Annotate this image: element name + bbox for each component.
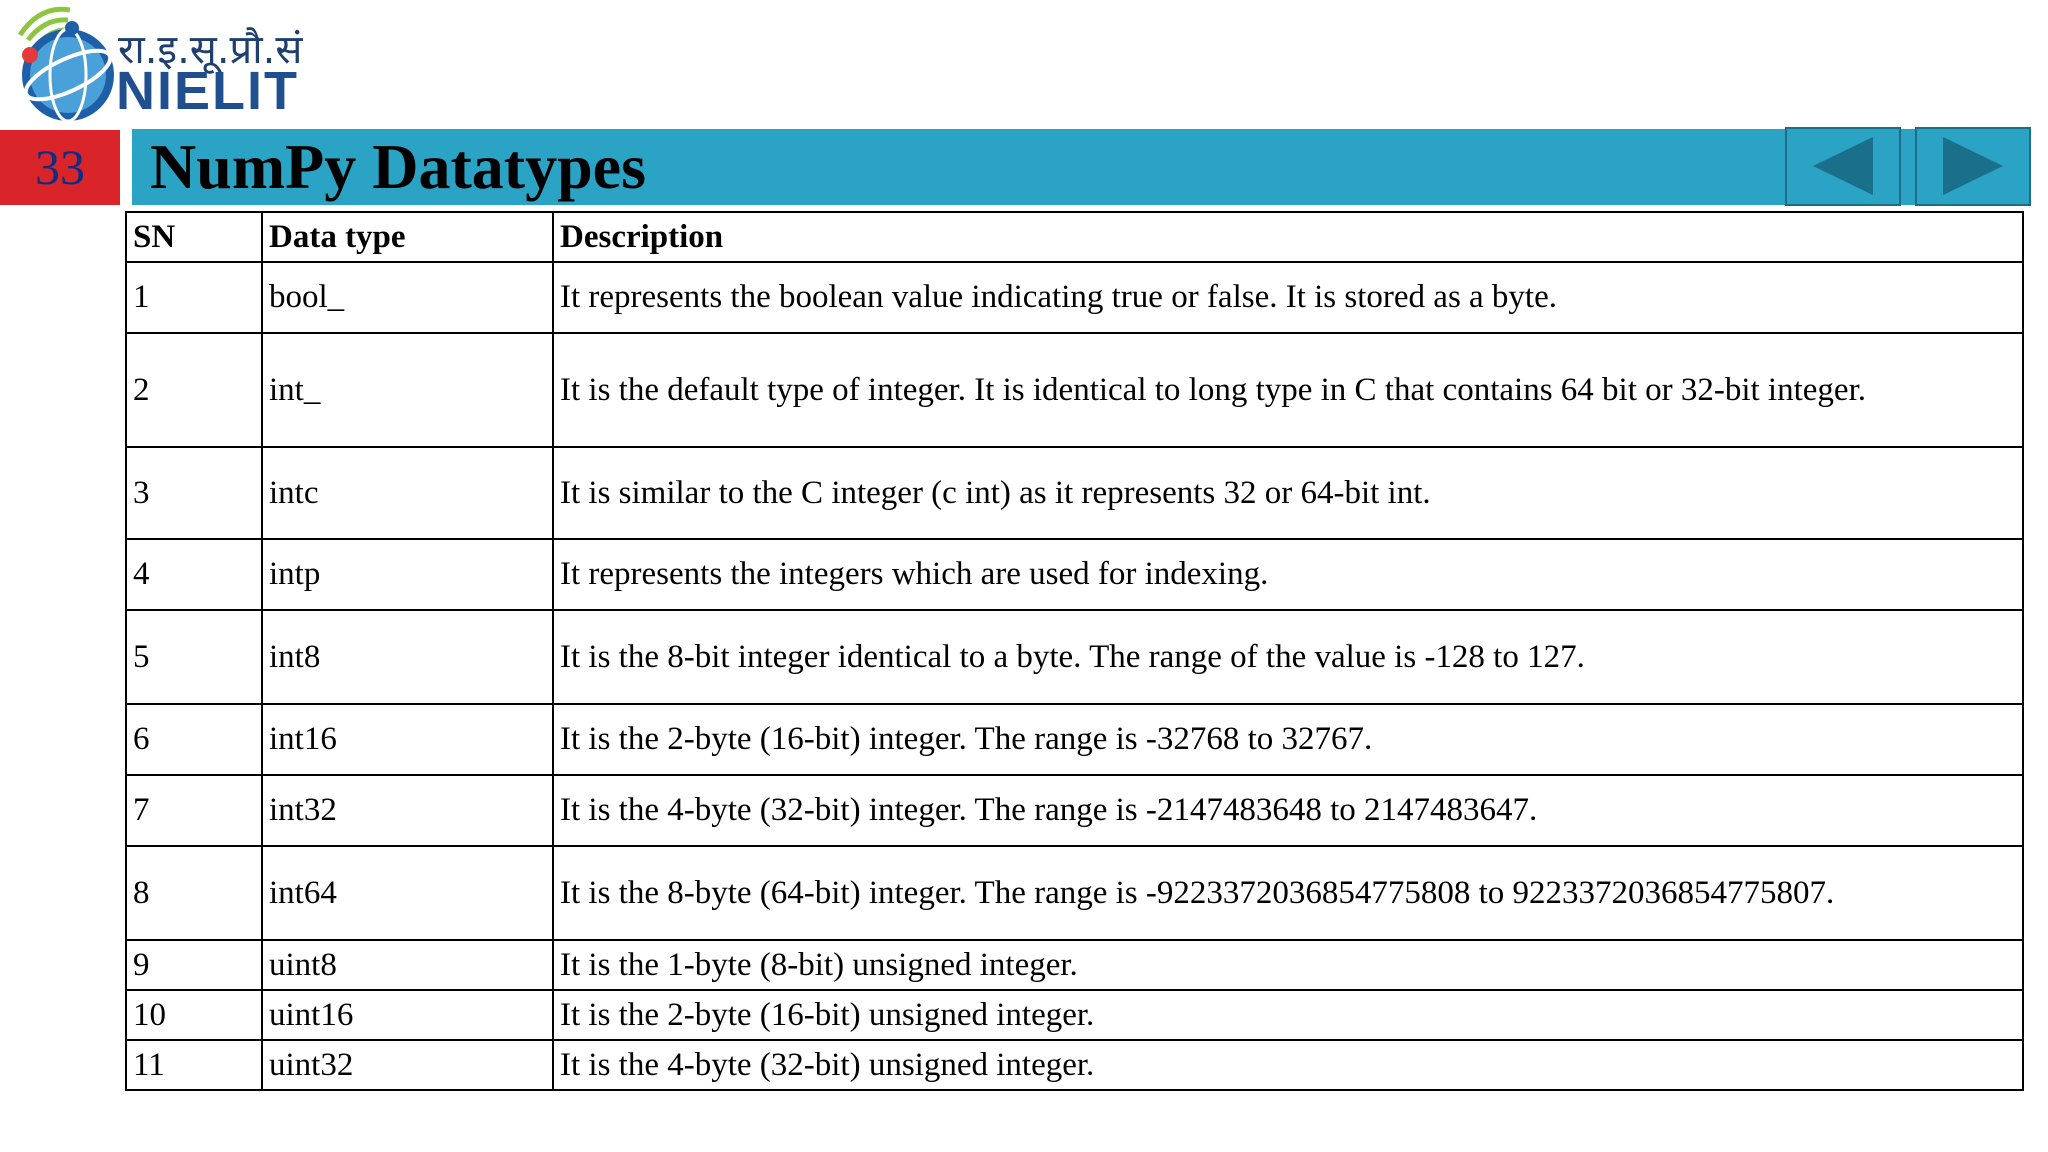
cell-sn: 7 xyxy=(126,775,262,846)
table-row xyxy=(126,990,2023,1040)
table-row xyxy=(126,704,2023,775)
cell-sn: 4 xyxy=(126,539,262,610)
table-row xyxy=(126,447,2023,539)
header-sn: SN xyxy=(126,212,262,262)
cell-sn: 10 xyxy=(126,990,262,1040)
cell-description: It is similar to the C integer (c int) as it represents 32 or 64-bit int. xyxy=(553,447,2023,539)
next-slide-button[interactable] xyxy=(1915,127,2031,206)
cell-description: It is the 4-byte (32-bit) unsigned integer. xyxy=(553,1040,2023,1090)
logo-english-text: NIELIT xyxy=(116,61,299,121)
table-row xyxy=(126,539,2023,610)
cell-data-type: intc xyxy=(262,447,553,539)
table-row xyxy=(126,1040,2023,1090)
header-description: Description xyxy=(553,212,2023,262)
table-header-row xyxy=(126,212,2023,262)
cell-data-type: intp xyxy=(262,539,553,610)
cell-description: It represents the integers which are used for indexing. xyxy=(553,539,2023,610)
cell-description: It represents the boolean value indicating true or false. It is stored as a byte. xyxy=(553,262,2023,333)
prev-slide-button[interactable] xyxy=(1785,127,1901,206)
cell-description: It is the default type of integer. It is identical to long type in C that contains 64 bit or 32-bit integer. xyxy=(553,333,2023,447)
cell-data-type: int64 xyxy=(262,846,553,940)
header-data-type: Data type xyxy=(262,212,553,262)
table-row xyxy=(126,610,2023,704)
cell-sn: 8 xyxy=(126,846,262,940)
cell-sn: 5 xyxy=(126,610,262,704)
logo-hindi-text: रा.इ.सू.प्रौ.सं xyxy=(118,27,303,73)
cell-description: It is the 2-byte (16-bit) integer. The range is -32768 to 32767. xyxy=(553,704,2023,775)
table-row xyxy=(126,846,2023,940)
globe-logo-icon xyxy=(10,0,120,125)
table-row xyxy=(126,333,2023,447)
cell-data-type: int8 xyxy=(262,610,553,704)
title-bar xyxy=(132,129,2022,205)
page-title: NumPy Datatypes xyxy=(150,131,646,202)
cell-data-type: int16 xyxy=(262,704,553,775)
cell-sn: 9 xyxy=(126,940,262,990)
cell-description: It is the 8-byte (64-bit) integer. The range is -9223372036854775808 to 9223372036854775807. xyxy=(553,846,2023,940)
cell-data-type: uint16 xyxy=(262,990,553,1040)
cell-data-type: bool_ xyxy=(262,262,553,333)
nielit-logo xyxy=(10,0,310,125)
slide-number: 33 xyxy=(0,130,120,205)
cell-description: It is the 8-bit integer identical to a byte. The range of the value is -128 to 127. xyxy=(553,610,2023,704)
cell-description: It is the 4-byte (32-bit) integer. The range is -2147483648 to 2147483647. xyxy=(553,775,2023,846)
prev-arrow-icon xyxy=(1787,129,1899,204)
table-row xyxy=(126,940,2023,990)
next-arrow-icon xyxy=(1917,129,2029,204)
cell-data-type: uint8 xyxy=(262,940,553,990)
cell-description: It is the 1-byte (8-bit) unsigned integer. xyxy=(553,940,2023,990)
cell-sn: 11 xyxy=(126,1040,262,1090)
table-row xyxy=(126,262,2023,333)
cell-data-type: uint32 xyxy=(262,1040,553,1090)
table-row xyxy=(126,775,2023,846)
cell-sn: 2 xyxy=(126,333,262,447)
cell-data-type: int32 xyxy=(262,775,553,846)
datatypes-table xyxy=(125,211,2022,1091)
cell-sn: 3 xyxy=(126,447,262,539)
cell-sn: 1 xyxy=(126,262,262,333)
cell-data-type: int_ xyxy=(262,333,553,447)
cell-description: It is the 2-byte (16-bit) unsigned integer. xyxy=(553,990,2023,1040)
cell-sn: 6 xyxy=(126,704,262,775)
